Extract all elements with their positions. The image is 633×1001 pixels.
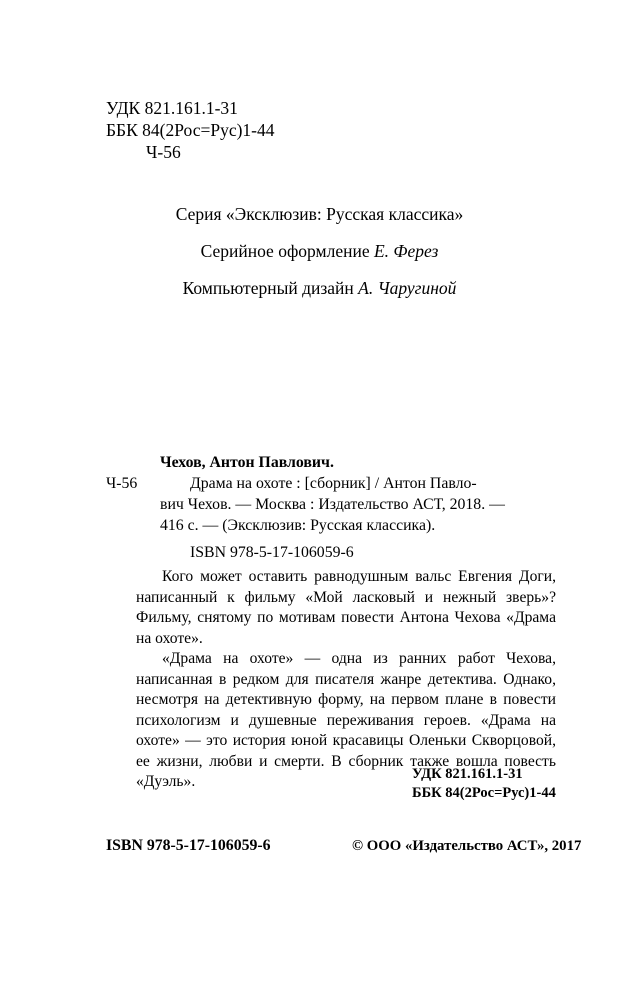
footer-isbn: ISBN 978-5-17-106059-6 xyxy=(106,837,271,854)
record-isbn: ISBN 978-5-17-106059-6 xyxy=(190,544,354,561)
computer-design-label: Компьютерный дизайн xyxy=(182,278,359,298)
annotation-paragraph-2: «Драма на охоте» — одна из ранних работ Чехова, написанная в редком для писателя жанре детектива. Однако, несмотря на детективную форму, на первом плане в повести психологизм и душевные переживания героев. «Драма на охоте» — это история юной красавицы Оленьки Скворцовой, ее жизни, любви и смерти. В сборник также вошла повесть «Дуэль». xyxy=(136,650,556,790)
series-design-label: Серийное оформление xyxy=(200,241,374,261)
udk-code-small: УДК 821.161.1-31 xyxy=(412,766,523,782)
series-design-line xyxy=(3,240,633,262)
footer-copyright: © ООО «Издательство АСТ», 2017 xyxy=(352,838,582,854)
record-author: Чехов, Антон Павлович. xyxy=(160,454,334,471)
record-line-2: вич Чехов. — Москва : Издательство АСТ, 2018. — xyxy=(160,496,505,513)
udk-code: УДК 821.161.1-31 xyxy=(106,98,238,118)
record-line-1: Драма на охоте : [сборник] / Антон Павло- xyxy=(190,475,477,492)
record-code: Ч-56 xyxy=(106,475,138,492)
series-line: Серия «Эксклюзив: Русская классика» xyxy=(175,204,464,224)
annotation xyxy=(136,567,556,793)
series-design-name: Е. Ферез xyxy=(373,241,439,261)
bbk-code-small: ББК 84(2Рос=Рус)1-44 xyxy=(412,785,556,801)
annotation-paragraph-1: Кого может оставить равнодушным вальс Евгения Доги, написанный к фильму «Мой ласковый и нежный зверь»? Фильму, снятому по мотивам повести Антона Чехова «Драма на охоте». xyxy=(136,568,556,647)
computer-design-line xyxy=(3,277,633,299)
bbk-code: ББК 84(2Рос=Рус)1-44 xyxy=(106,120,275,140)
author-mark: Ч-56 xyxy=(146,142,181,162)
record-line-3: 416 с. — (Эксклюзив: Русская классика). xyxy=(160,517,436,534)
computer-design-name: А. Чаругиной xyxy=(358,278,457,298)
